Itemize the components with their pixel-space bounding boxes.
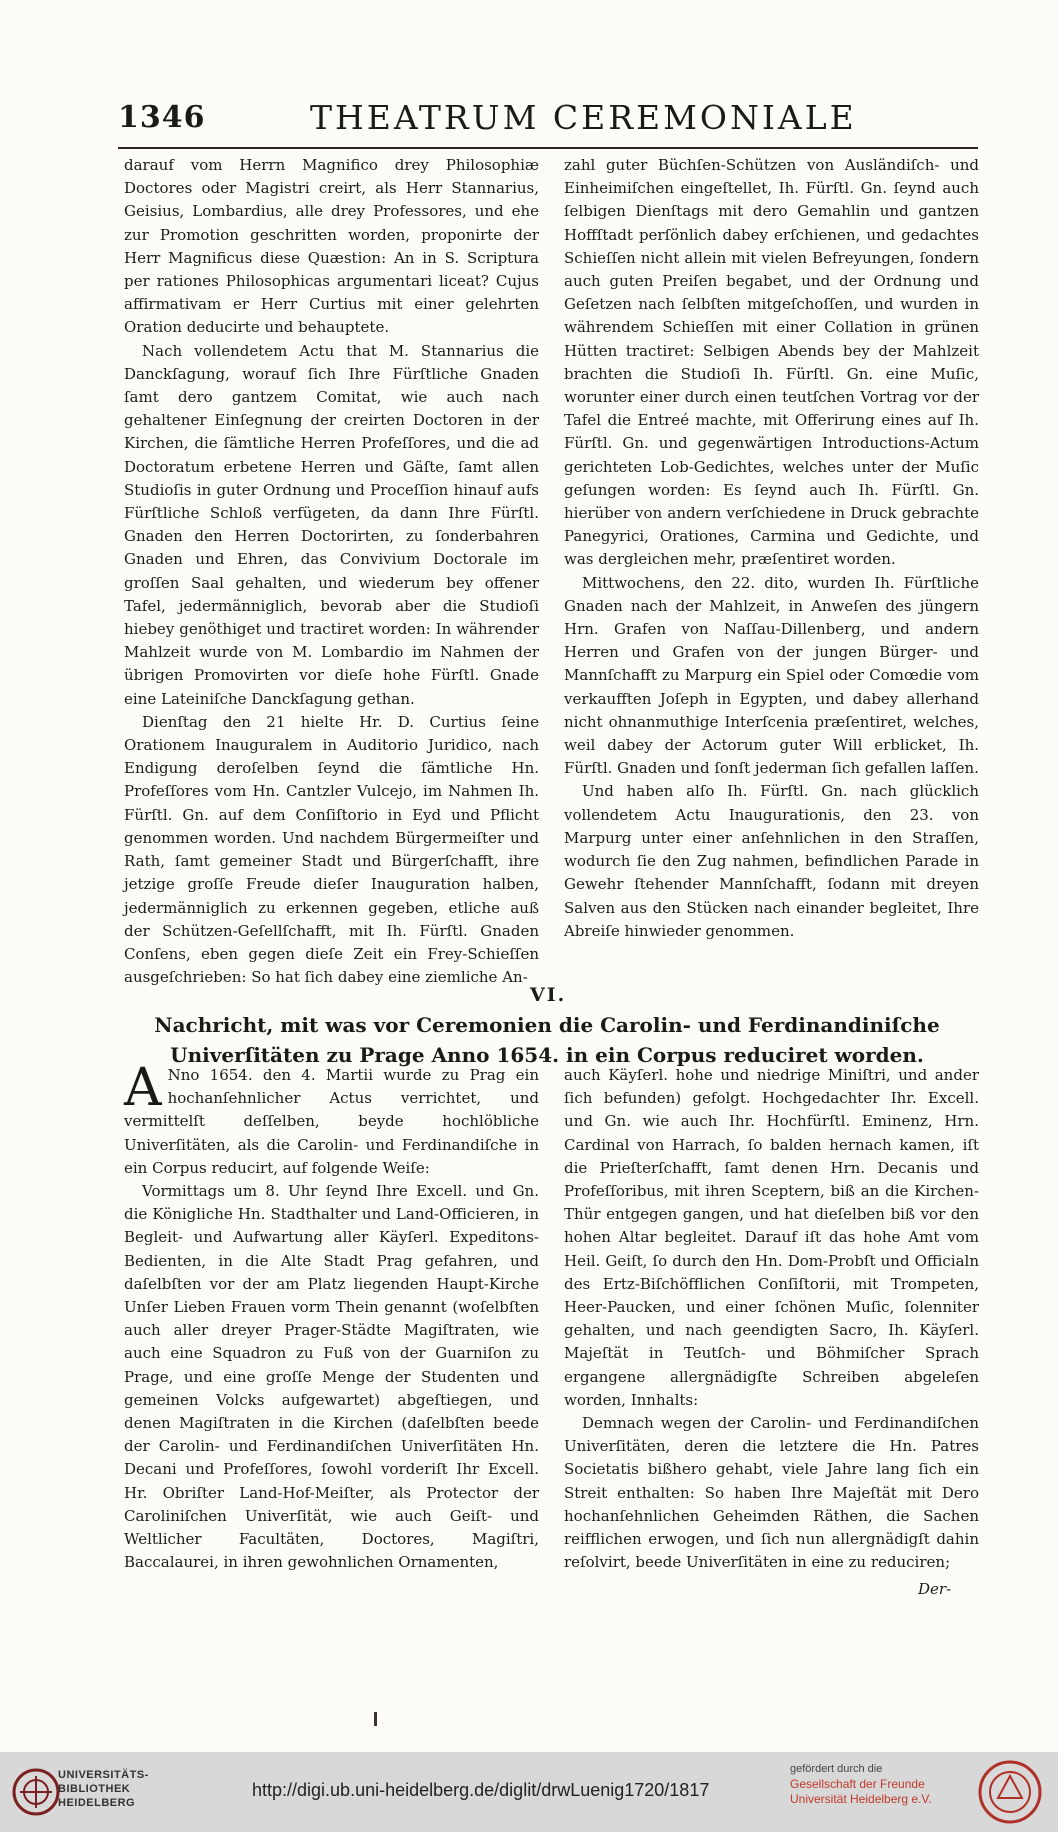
running-title: THEATRUM CEREMONIALE	[310, 98, 857, 137]
paragraph-text: Nno 1654. den 4. Martii wurde zu Prag ein hochanſehnlicher Actus verrichtet, und vermittelſt deſſelben, beyde hochlöbliche Univerſitäten, als die Carolin- und Ferdinandiſche in ein Corpus reducirt, auf folgende Weiſe:	[124, 1066, 539, 1177]
sponsor-org: Universität Heidelberg e.V.	[790, 1792, 932, 1806]
source-url-link[interactable]: http://digi.ub.uni-heidelberg.de/diglit/drwLuenig1720/1817	[252, 1780, 710, 1800]
bottom-left-column	[124, 1058, 539, 1574]
paragraph: Und haben alſo Ih. Fürſtl. Gn. nach glücklich vollendetem Actu Inaugurationis, den 23. von Marpurg unter einer anſehnlichen in den Straſſen, wodurch ſie den Zug nahmen, befindlichen Parade in Gewehr ſtehender Mannſchafft, ſodann mit dreyen Salven aus den Stücken nach einander begleitet, Ihre Abreiſe hinwieder genommen.	[564, 782, 979, 940]
university-seal-icon	[10, 1766, 62, 1818]
paragraph	[124, 1058, 539, 1180]
paragraph: Dienſtag den 21 hielte Hr. D. Curtius ſeine Orationem Inauguralem in Auditorio Juridico, nach Endigung deroſelben ſeynd die ſämtliche Hn. Profeſſores vom Hn. Cantzler Vulcejo, im Nahmen Ih. Fürſtl. Gn. auf dem Conſiſtorio in Eyd und Pflicht genommen worden. Und nachdem Bürgermeiſter und Rath, ſamt gemeiner Stadt und Bürgerſchafft, ihre jetzige groſſe Freude dieſer Inauguration halben, jedermänniglich zu erkennen gegeben, etliche auß der Schützen-Geſellſchafft, mit Ih. Fürſtl. Gnaden Conſens, eben gegen dieſe Zeit ein Frey-Schieſſen ausgeſchrieben: So hat ſich dabey eine ziemliche An-	[124, 712, 539, 987]
paragraph: Mittwochens, den 22. dito, wurden Ih. Fürſtliche Gnaden nach der Mahlzeit, in Anweſen des jüngern Hrn. Grafen von Naſſau-Dillenberg, und andern Herren und Grafen von der jungen Bürger- und Mannſchafft zu Marpurg ein Spiel oder Comœdie vom verkaufften Joſeph in Egypten, und dabey allerhand nicht ohnanmuthige Interſcenia præſentiret, welches, weil dabey der Actorum guter Will erblicket, Ih. Fürſtl. Gnaden und ſonſt jederman ſich gefallen laſſen.	[564, 573, 979, 778]
library-line: UNIVERSITÄTS-	[58, 1769, 149, 1781]
top-left-column	[124, 154, 539, 989]
header-rule	[118, 147, 978, 149]
sponsor-intro: gefördert durch die	[790, 1763, 883, 1775]
sponsor-org: Gesellschaft der Freunde	[790, 1777, 925, 1791]
page-header	[118, 92, 978, 142]
library-line: HEIDELBERG	[58, 1797, 136, 1809]
page-number: 1346	[118, 100, 206, 135]
paragraph: zahl guter Büchſen-Schützen von Ausländiſch- und Einheimiſchen eingeſtellet, Ih. Fürſtl. Gn. ſeynd auch ſelbigen Dienſtags mit dero Gemahlin und gantzen Hoffſtadt perſönlich dabey erſchienen, und gedachtes Schieſſen nicht allein mit vielen Befreyungen, ſondern auch guten Preiſen begabet, und der Ordnung und Geſetzen nach ſelbſten mitgeſchoſſen, und wurden in währendem Schieſſen mit einer Collation in grünen Hütten tractiret: Selbigen Abends bey der Mahlzeit brachten die Studioſi Ih. Fürſtl. Gn. eine Muſic, worunter einer durch einen teutſchen Vortrag vor der Tafel die Entreé machte, mit Offerirung eines auf Ih. Fürſtl. Gn. und gegenwärtigen Introductions-Actum gerichteten Lob-Gedichtes, welches unter der Muſic geſungen worden: Es ſeynd auch Ih. Fürſtl. Gn. hierüber von andern verſchiedene in Druck gebrachte Panegyrici, Orationes, Carmina und Gedichte, und was dergleichen mehr, præſentiret worden.	[564, 156, 979, 569]
paragraph: auch Käyſerl. hohe und niedrige Miniſtri, und ander ſich befunden) gefolgt. Hochgedachter Ihr. Excell. und Gn. wie auch Ihr. Hochfürſtl. Eminenz, Hrn. Cardinal von Harrach, ſo balden hernach kamen, iſt die Prieſterſchafft, ſamt denen Hrn. Decanis und Profeſſoribus, mit ihren Sceptern, biß an die Kirchen-Thür entgegen gangen, und hat dieſelben biß vor den hohen Altar begleitet. Darauf iſt das hohe Amt vom Heil. Geiſt, ſo durch den Hn. Dom-Probſt und Officialn des Ertz-Biſchöfflichen Conſiſtorii, mit Trompeten, Heer-Paucken, und einer ſchönen Muſic, ſolenniter gehalten, und nach geendigten Sacro, Ih. Käyſerl. Majeſtät in Teutſch- und Böhmiſcher Sprach ergangene allergnädigſte Schreiben abgeleſen worden, Innhalts:	[564, 1066, 979, 1409]
bottom-right-column	[564, 1064, 979, 1574]
library-line: BIBLIOTHEK	[58, 1783, 131, 1795]
paragraph: darauf vom Herrn Magnifico drey Philosophiæ Doctores oder Magistri creirt, als Herr Stannarius, Geisius, Lombardius, alle drey Professores, und ehe zur Promotion geschritten worden, proponirte der Herr Magnificus diese Quæstion: An in S. Scriptura per rationes Philosophicas argumentari liceat? Cujus affirmativam er Herr Curtius mit einer gelehrten Oration deducirte und behauptete.	[124, 156, 539, 337]
library-name	[58, 1768, 149, 1810]
top-right-column	[564, 154, 979, 943]
paragraph: Demnach wegen der Carolin- und Ferdinandiſchen Univerſitäten, deren die letztere die Hn. Patres Societatis bißhero gehabt, viele Jahre lang ſich ein Streit enthalten: So haben Ihre Majeſtät mit Dero hochanſehnlichen Geheimden Räthen, die Sachen reifflichen erwogen, und ſich nun allergnädigſt dahin reſolvirt, beede Univerſitäten in eine zu reduciren;	[564, 1414, 979, 1572]
section-number: VI.	[530, 984, 567, 1006]
digitization-footer	[0, 1752, 1058, 1832]
paragraph: Nach vollendetem Actu that M. Stannarius die Danckſagung, worauf ſich Ihre Fürſtliche Gnaden ſamt dero gantzem Comitat, wie auch nach gehaltener Einſegnung der creirten Doctoren in der Kirchen, die ſämtliche Herren Profeſſores, und die ad Doctoratum erbetene Herren und Gäſte, ſamt allen Studioſis in guter Ordnung und Proceſſion hinauf aufs Fürſtliche Schloß verfügeten, da dann Ihre Fürſtl. Gnaden den Herren Doctorirten, zu ſonderbahren Gnaden und Ehren, das Convivium Doctorale im groſſen Saal gehalten, und wiederum bey offener Tafel, jedermänniglich, bevorab aber die Studioſi hiebey genöthiget und tractiret worden: In währender Mahlzeit wurde von M. Lombardio im Nahmen der übrigen Promovirten vor dieſe hohe Fürſtl. Gnade eine Lateiniſche Danckſagung gethan.	[124, 341, 539, 708]
drop-cap: A	[124, 1058, 162, 1118]
ink-mark	[374, 1712, 377, 1726]
sponsor-credit	[790, 1762, 932, 1807]
catchword: Der-	[918, 1580, 952, 1598]
section-title: Nachricht, mit was vor Ceremonien die Carolin- und Ferdinandiniſche Univerſitäten zu Prage Anno 1654. in ein Corpus reduciret worden.	[154, 1013, 940, 1067]
society-seal-icon	[976, 1758, 1044, 1826]
paragraph: Vormittags um 8. Uhr ſeynd Ihre Excell. und Gn. die Königliche Hn. Stadthalter und Land-Officieren, in Begleit- und Aufwartung aller Käyſerl. Expeditons-Bedienten, in die Alte Stadt Prag gefahren, und daſelbſten vor der am Platz liegenden Haupt-Kirche Unſer Lieben Frauen vorm Thein genannt (woſelbſten auch aller dreyer Prager-Städte Magiſtraten, wie auch eine Squadron zu Fuß von der Guarniſon zu Prage, und eine groſſe Menge der Studenten und gemeinen Volcks aufgewartet) abgeſtiegen, und denen Magiſtraten in die Kirchen (daſelbſten beede der Carolin- und Ferdinandiſchen Univerſitäten Hn. Decani und Profeſſores, ſowohl vorderiſt Ihr Excell. Hr. Obriſter Land-Hof-Meiſter, als Protector der Caroliniſchen Univerſität, wie auch Geiſt- und Weltlicher Facultäten, Doctores, Magiſtri, Baccalaurei, in ihren gewohnlichen Ornamenten,	[124, 1182, 539, 1572]
